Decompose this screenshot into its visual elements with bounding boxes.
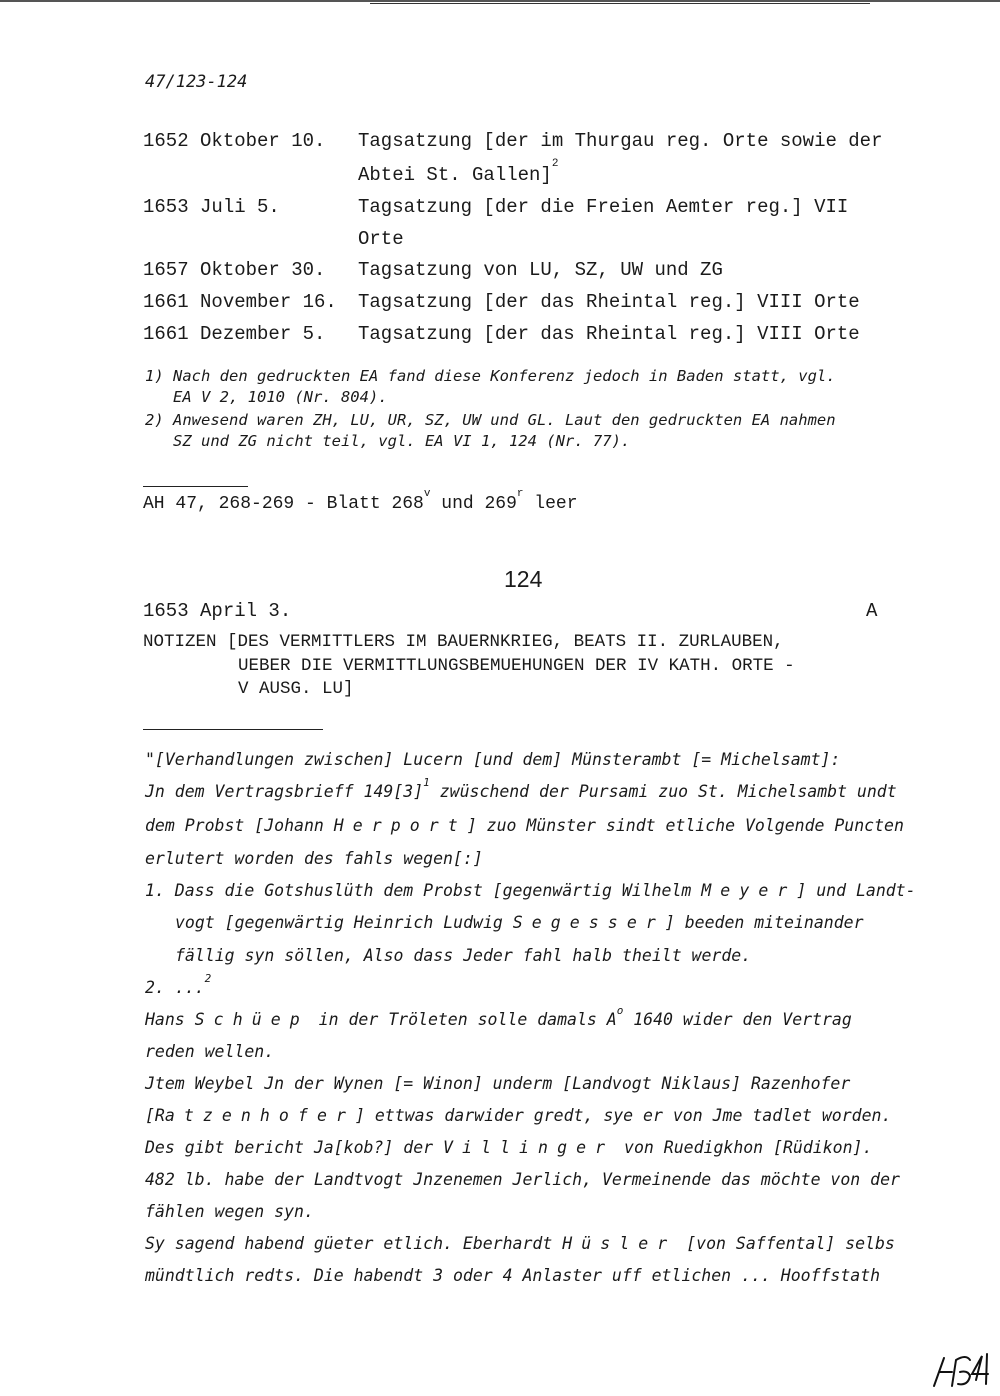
entry-text-continued: Abtei St. Gallen]$^2$ (358, 158, 559, 186)
scan-edge-line-inner (370, 3, 870, 4)
entry-date: 1652 Oktober 10. (143, 130, 326, 152)
body-line: Jtem Weybel Jn der Wynen [= Winon] underm [Landvogt Niklaus] Razenhofer (145, 1074, 851, 1093)
body-line: dem Probst [Johann Herport] zuo Münster sindt etliche Volgende Puncten (145, 816, 904, 835)
entry-text-continued: Orte (358, 228, 404, 250)
document-title-continued: V AUSG. LU] (238, 679, 354, 699)
body-line: "[Verhandlungen zwischen] Lucern [und dem] Münsterambt [= Michelsamt]: (145, 750, 841, 769)
handwritten-folio-mark (930, 1350, 990, 1390)
entry-text: Tagsatzung [der das Rheintal reg.] VIII Orte (358, 291, 860, 313)
document-title-continued: UEBER DIE VERMITTLUNGSBEMUEHUNGEN DER IV KATH. ORTE - (238, 656, 795, 676)
entry-date: 1661 Dezember 5. (143, 323, 326, 345)
body-line: Des gibt bericht Ja[kob?] der Villinger von Ruedigkhon [Rüdikon]. (145, 1138, 873, 1157)
body-line: [Ratzenhofer] ettwas darwider gredt, sye er von Jme tadlet worden. (145, 1106, 892, 1125)
body-line: fällig syn söllen, Also dass Jeder fahl halb theilt werde. (175, 946, 752, 965)
body-line: 482 lb. habe der Landtvogt Jnzenemen Jerlich, Vermeinende das möchte von der (145, 1170, 900, 1189)
entry-text: Tagsatzung [der das Rheintal reg.] VIII Orte (358, 323, 860, 345)
scan-edge-line (0, 0, 1000, 2)
body-line: Jn dem Vertragsbrieff $149[3]^1$ zwüschend der Pursami zuo St. Michelsambt undt (145, 776, 897, 801)
document-number: 124 (504, 566, 543, 592)
footnote-continued: SZ und ZG nicht teil, vgl. EA VI 1, 124 (Nr. 77). (173, 432, 631, 450)
footnote: 2) Anwesend waren ZH, LU, UR, SZ, UW und GL. Laut den gedruckten EA nahmen (145, 411, 836, 429)
entry-date: 1653 Juli 5. (143, 196, 280, 218)
entry-text: Tagsatzung [der im Thurgau reg. Orte sowie der (358, 130, 883, 152)
body-line: mündtlich redts. Die habendt 3 oder 4 Anlaster uff etlichen ... Hooffstath (145, 1266, 881, 1285)
separator-rule (143, 729, 323, 730)
body-line: vogt [gegenwärtig Heinrich Ludwig Segesser] beeden miteinander (175, 913, 864, 932)
separator-rule (143, 486, 248, 487)
entry-text: Tagsatzung [der die Freien Aemter reg.] VII (358, 196, 849, 218)
body-line: Sy sagend habend güeter etlich. Eberhardt Hüsler [von Saffental] selbs (145, 1234, 895, 1253)
page-reference: 47/123-124 (145, 72, 248, 92)
footnote: 1) Nach den gedruckten EA fand diese Konferenz jedoch in Baden statt, vgl. (145, 367, 836, 385)
footnote-continued: EA V 2, 1010 (Nr. 804). (173, 388, 388, 406)
document-type: A (866, 600, 878, 622)
body-line: reden wellen. (145, 1042, 275, 1061)
document-title: NOTIZEN [DES VERMITTLERS IM BAUERNKRIEG, BEATS II. ZURLAUBEN, (143, 632, 784, 652)
document-date: 1653 April 3. (143, 600, 292, 622)
entry-date: 1661 November 16. (143, 291, 337, 313)
entry-text: Tagsatzung von LU, SZ, UW und ZG (358, 259, 723, 281)
body-line: Hans Schüep in der Tröleten solle damals $A^o$ 1640 wider den Vertrag (145, 1004, 852, 1029)
body-line: 1. Dass die Gotshuslüth dem Probst [gegenwärtig Wilhelm Meyer] und Landt- (145, 881, 916, 900)
body-line: fählen wegen syn. (145, 1202, 314, 1221)
archive-note: AH 47, 268-269 - Blatt 268$^v$ und 269$^r$ leer (143, 488, 578, 514)
body-line: 2. ...$^2$ (145, 972, 212, 997)
entry-date: 1657 Oktober 30. (143, 259, 326, 281)
body-line: erlutert worden des fahls wegen[:] (145, 849, 483, 868)
